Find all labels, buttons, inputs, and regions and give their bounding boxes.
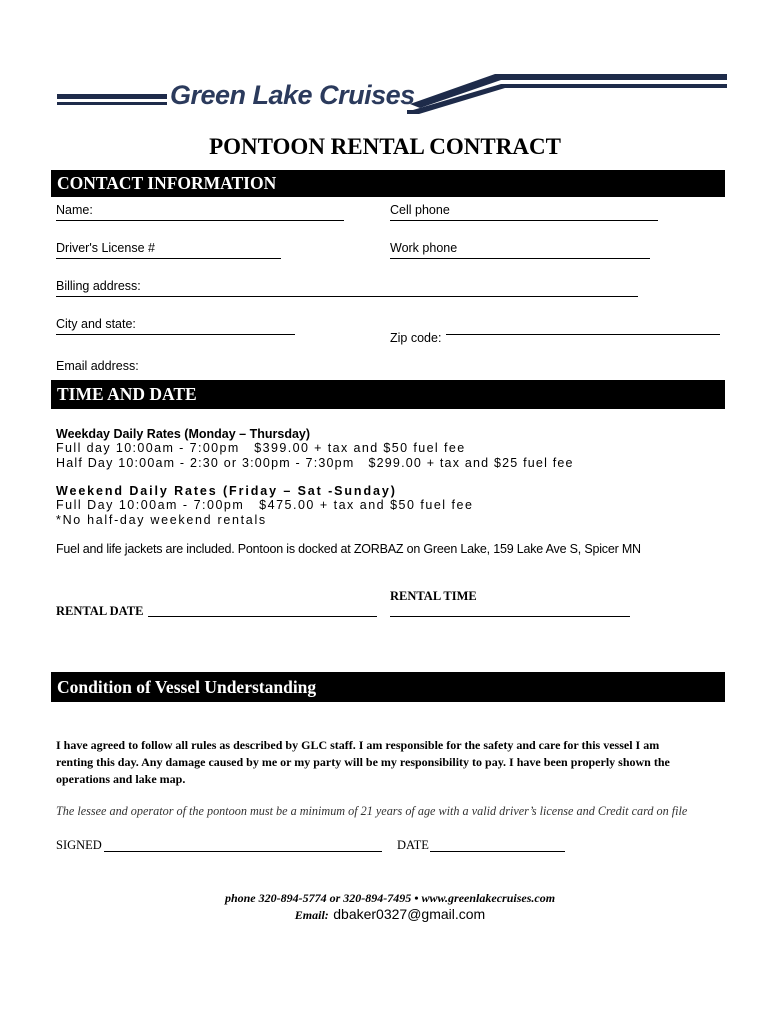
page-title: PONTOON RENTAL CONTRACT	[209, 134, 561, 159]
zip-code-label: Zip code:	[390, 331, 442, 345]
date-label: DATE	[397, 838, 429, 852]
weekday-half-day-rate: Half Day 10:00am - 2:30 or 3:00pm - 7:30pm $299.00 + tax and $25 fuel fee	[56, 456, 574, 470]
footer-email-line	[0, 906, 770, 924]
logo-text: Green Lake Cruises	[170, 80, 415, 110]
billing-address-field[interactable]	[56, 296, 638, 297]
weekend-note: *No half-day weekend rentals	[56, 513, 267, 527]
drivers-license-label: Driver's License #	[56, 241, 155, 255]
cell-phone-label: Cell phone	[390, 203, 450, 217]
age-requirement-note: The lessee and operator of the pontoon must be a minimum of 21 years of age with a valid driver’s license and Credit card on file	[56, 804, 688, 818]
signature-field[interactable]	[104, 851, 382, 852]
city-state-field[interactable]	[56, 334, 295, 335]
time-section-header: TIME AND DATE	[51, 380, 725, 409]
work-phone-field[interactable]	[390, 258, 650, 259]
email-address-label: Email address:	[56, 359, 139, 373]
name-label: Name:	[56, 203, 93, 217]
weekday-rates-title: Weekday Daily Rates (Monday – Thursday)	[56, 427, 311, 441]
footer-phone-line: phone 320-894-5774 or 320-894-7495 • www.greenlakecruises.com	[224, 891, 556, 905]
company-logo	[55, 66, 727, 122]
cell-phone-field[interactable]	[390, 220, 658, 221]
rental-time-label: RENTAL TIME	[390, 589, 477, 603]
rental-date-field[interactable]	[148, 616, 377, 617]
weekday-full-day-rate: Full day 10:00am - 7:00pm $399.00 + tax and $50 fuel fee	[56, 441, 466, 455]
condition-section-header: Condition of Vessel Understanding	[51, 672, 725, 702]
contact-section-header: CONTACT INFORMATION	[51, 170, 725, 197]
footer-email-value[interactable]: dbaker0327@gmail.com	[333, 906, 486, 922]
rental-time-field[interactable]	[390, 616, 630, 617]
agreement-text-line-3: operations and lake map.	[56, 772, 186, 786]
drivers-license-field[interactable]	[56, 258, 281, 259]
fuel-note: Fuel and life jackets are included. Pontoon is docked at ZORBAZ on Green Lake, 159 Lake Ave S, Spicer MN	[56, 542, 641, 556]
signed-label: SIGNED	[56, 838, 102, 852]
zip-code-field[interactable]	[446, 334, 720, 335]
work-phone-label: Work phone	[390, 241, 458, 255]
agreement-text-line-2: renting this day. Any damage caused by me or my party will be my responsibility to pay. I have been properly shown the	[56, 755, 670, 769]
footer-email-label: Email:	[294, 908, 329, 922]
weekend-rates-title: Weekend Daily Rates (Friday – Sat -Sunday)	[56, 484, 397, 498]
name-field[interactable]	[56, 220, 344, 221]
weekend-full-day-rate: Full Day 10:00am - 7:00pm $475.00 + tax and $50 fuel fee	[56, 498, 474, 512]
city-state-label: City and state:	[56, 317, 136, 331]
signature-date-field[interactable]	[430, 851, 565, 852]
billing-address-label: Billing address:	[56, 279, 141, 293]
rental-date-label: RENTAL DATE	[56, 604, 144, 618]
agreement-text-line-1: I have agreed to follow all rules as described by GLC staff. I am responsible for the safety and care for this vessel I am	[56, 738, 660, 752]
